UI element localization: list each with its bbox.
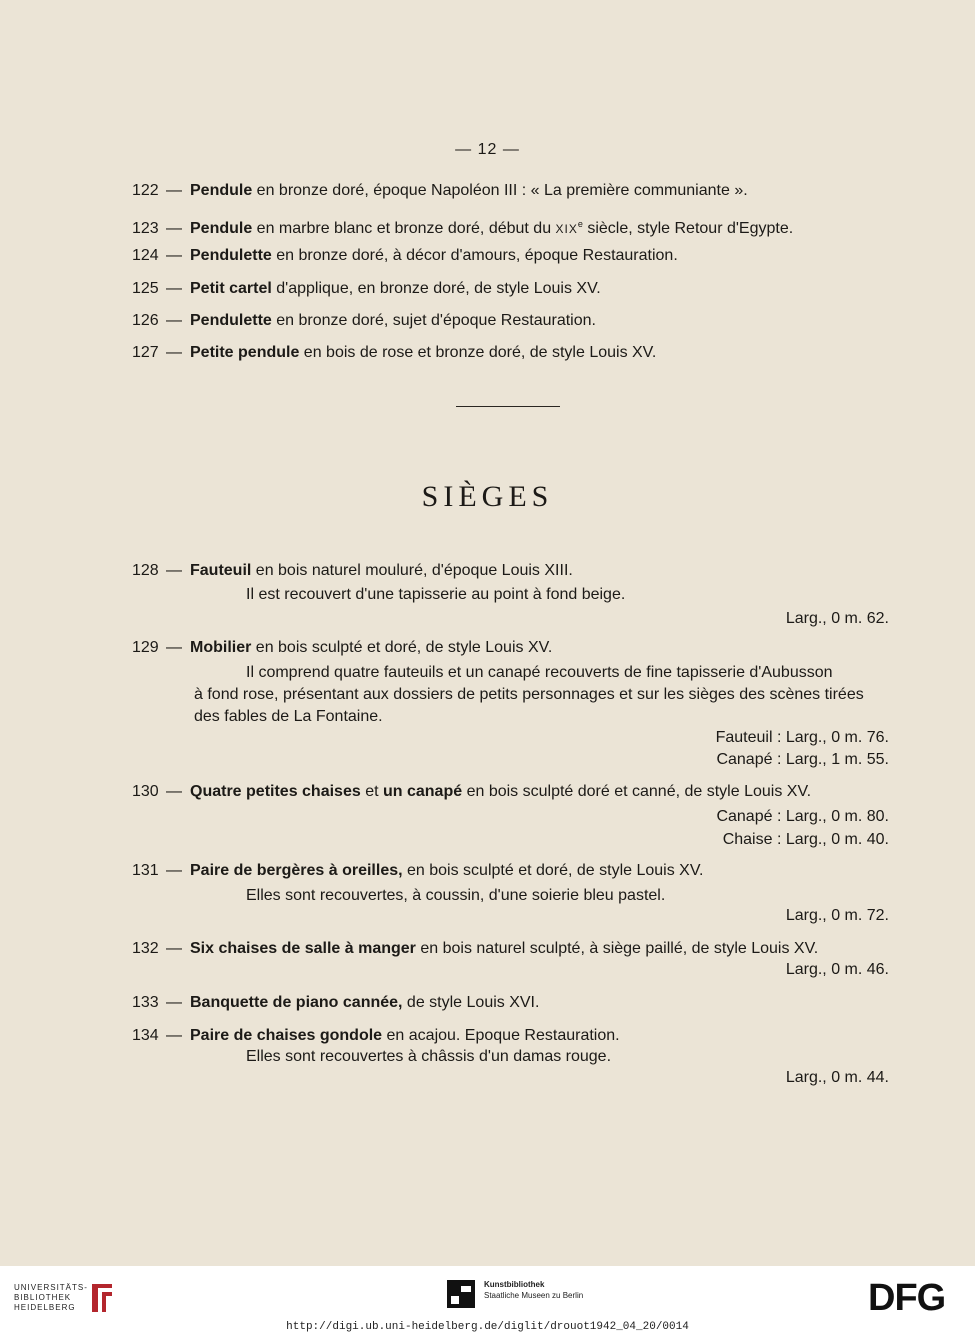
- list-item: 127 — Petite pendule en bois de rose et bronze doré, de style Louis XV.: [132, 344, 657, 361]
- lot-number: 122: [132, 182, 159, 199]
- lot-number: 131: [132, 862, 159, 879]
- lot-description: Il comprend quatre fauteuils et un canapé recouverts de fine tapisserie d'Aubusson: [246, 664, 833, 681]
- lot-title: Six chaises de salle à manger: [190, 940, 416, 957]
- lot-title: Pendule: [190, 182, 253, 199]
- section-heading: SIÈGES: [421, 480, 554, 513]
- list-item: 125 — Petit cartel d'applique, en bronze doré, de style Louis XV.: [132, 280, 601, 297]
- lot-description: Elles sont recouvertes à châssis d'un damas rouge.: [246, 1048, 612, 1065]
- lot-dimension: Larg., 0 m. 46.: [785, 961, 889, 978]
- lot-title: Petite pendule: [190, 344, 300, 361]
- lot-number: 129: [132, 639, 159, 656]
- list-item: 129 — Mobilier en bois sculpté et doré, de style Louis XV.: [132, 639, 553, 656]
- lot-title: un canapé: [382, 783, 463, 800]
- lot-title: Mobilier: [190, 639, 252, 656]
- list-item: 123 — Pendule en marbre blanc et bronze doré, début du XIXe siècle, style Retour d'Egypte.: [132, 219, 794, 237]
- university-logo-icon: [88, 1280, 116, 1316]
- lot-title: Pendule: [190, 220, 253, 237]
- page-number: — 12 —: [455, 141, 520, 158]
- lot-number: 134: [132, 1027, 159, 1044]
- list-item: 122 — Pendule en bronze doré, époque Napoléon III : « La première communiante ».: [132, 182, 748, 199]
- lot-number: 123: [132, 220, 159, 237]
- source-url[interactable]: http://digi.ub.uni-heidelberg.de/diglit/drouot1942_04_20/0014: [286, 1321, 689, 1333]
- list-item: 124 — Pendulette en bronze doré, à décor d'amours, époque Restauration.: [132, 247, 678, 264]
- lot-dimension: Canapé : Larg., 0 m. 80.: [716, 808, 889, 825]
- lot-dimension: Larg., 0 m. 72.: [785, 907, 889, 924]
- lot-dimension: Fauteuil : Larg., 0 m. 76.: [715, 729, 889, 746]
- dfg-logo: DFG: [868, 1277, 946, 1319]
- lot-number: 127: [132, 344, 159, 361]
- lot-description: à fond rose, présentant aux dossiers de petits personnages et sur les sièges des scènes tirées: [194, 686, 864, 703]
- lot-title: Banquette de piano cannée,: [190, 994, 403, 1011]
- lot-number: 132: [132, 940, 159, 957]
- lot-number: 130: [132, 783, 159, 800]
- list-item: 134 — Paire de chaises gondole en acajou. Epoque Restauration.: [132, 1027, 620, 1044]
- university-library-text: UNIVERSITÄTS- BIBLIOTHEK HEIDELBERG: [14, 1283, 88, 1312]
- list-item: 133 — Banquette de piano cannée, de style Louis XVI.: [132, 994, 540, 1011]
- lot-title: Petit cartel: [190, 280, 272, 297]
- lot-description: Il est recouvert d'une tapisserie au point à fond beige.: [246, 586, 626, 603]
- lot-title: Paire de chaises gondole: [190, 1027, 383, 1044]
- lot-text: en bronze doré, époque Napoléon III : « La première communiante ».: [252, 182, 748, 199]
- lot-title: Fauteuil: [190, 562, 252, 579]
- list-item: 126 — Pendulette en bronze doré, sujet d'époque Restauration.: [132, 312, 596, 329]
- lot-dimension: Canapé : Larg., 1 m. 55.: [716, 751, 889, 768]
- lot-dimension: Chaise : Larg., 0 m. 40.: [722, 831, 889, 848]
- lot-number: 125: [132, 280, 159, 297]
- lot-number: 126: [132, 312, 159, 329]
- lot-title: Quatre petites chaises: [190, 783, 361, 800]
- lot-dimension: Larg., 0 m. 62.: [785, 610, 889, 627]
- lot-dimension: Larg., 0 m. 44.: [785, 1069, 889, 1086]
- lot-number: 128: [132, 562, 159, 579]
- list-item: 131 — Paire de bergères à oreilles, en bois sculpté et doré, de style Louis XV.: [132, 862, 704, 879]
- lot-title: Paire de bergères à oreilles,: [190, 862, 403, 879]
- list-item: 132 — Six chaises de salle à manger en bois naturel sculpté, à siège paillé, de style Louis XV.: [132, 940, 819, 957]
- divider: [456, 406, 560, 407]
- lot-description: des fables de La Fontaine.: [194, 708, 383, 725]
- lot-description: Elles sont recouvertes, à coussin, d'une soierie bleu pastel.: [246, 887, 666, 904]
- kunstbibliothek-text: Kunstbibliothek Staatliche Museen zu Berlin: [484, 1280, 584, 1300]
- lot-title: Pendulette: [190, 312, 272, 329]
- lot-number: 133: [132, 994, 159, 1011]
- list-item: 128 — Fauteuil en bois naturel mouluré, d'époque Louis XIII.: [132, 562, 573, 579]
- lot-title: Pendulette: [190, 247, 272, 264]
- list-item: 130 — Quatre petites chaises et un canapé en bois sculpté doré et canné, de style Louis XV.: [132, 783, 812, 800]
- lot-number: 124: [132, 247, 159, 264]
- kunstbibliothek-logo-icon: [447, 1280, 475, 1308]
